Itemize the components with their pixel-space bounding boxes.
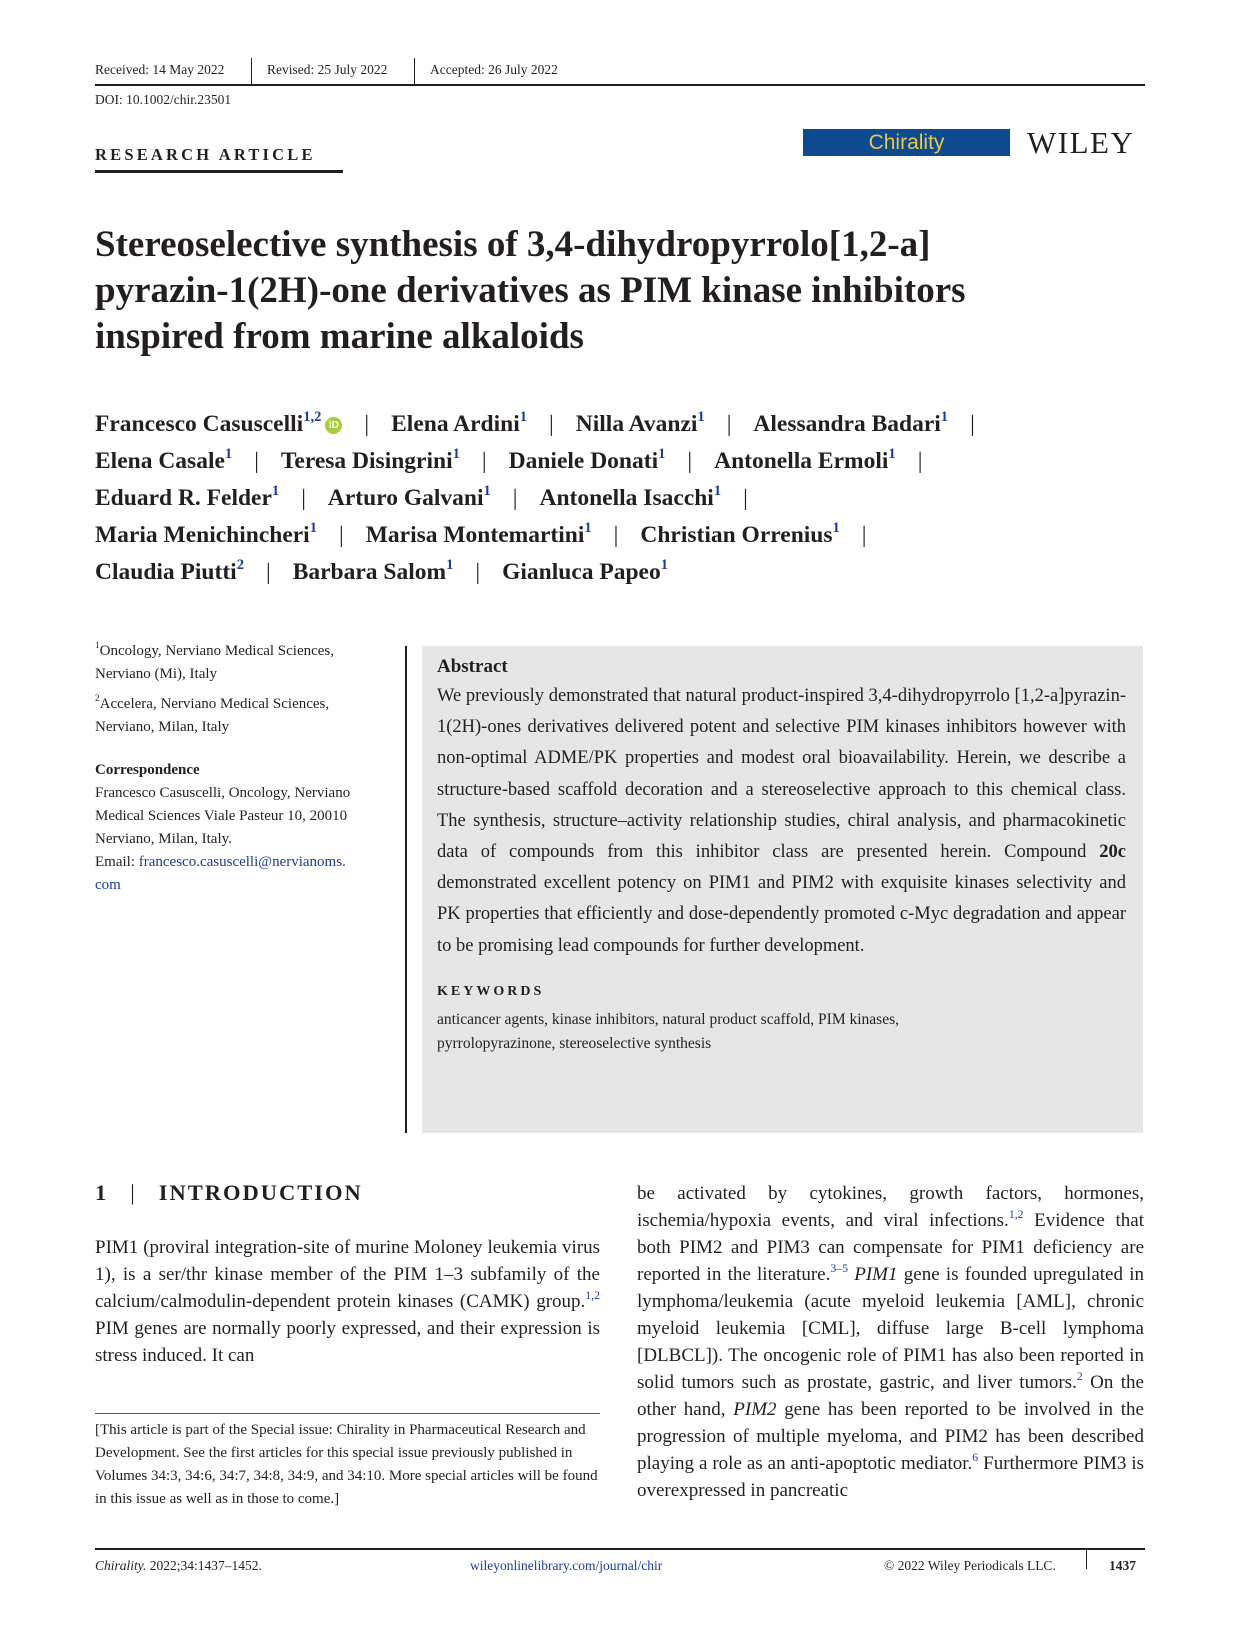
orcid-icon[interactable]: iD <box>325 417 342 434</box>
abstract-box <box>422 646 1143 1133</box>
author-name: Nilla Avanzi <box>575 411 698 437</box>
footer-divider <box>1086 1549 1087 1569</box>
abstract-text: We previously demonstrated that natural product-inspired 3,4-dihydropyrrolo [1,2-a]pyrazin-1(2H)-ones derivatives delivered potent and selective PIM kinases inhibitors however with non-optimal ADME/PK properties and modest oral bioavailability. Herein, we describe a structure-based scaffold decoration and a stereoselective approach to this chemical class. The synthesis, structure–activity relationship studies, chiral analysis, and pharmacokinetic data of compounds from this inhibitor class are presented herein. Compound 20c demonstrated excellent potency on PIM1 and PIM2 with exquisite kinases selectivity and PK properties that efficiently and dose-dependently promoted c-Myc degradation and appear to be promising lead compounds for further development. <box>437 686 1126 956</box>
author-name: Elena Casale <box>95 448 225 474</box>
author <box>640 519 840 548</box>
author-separator: | <box>265 559 271 585</box>
keywords: anticancer agents, kinase inhibitors, natural product scaffold, PIM kinases, pyrrolopyrazinone, stereoselective synthesis <box>437 1010 900 1052</box>
section-title: INTRODUCTION <box>158 1180 363 1205</box>
author-name: Barbara Salom <box>292 559 447 585</box>
section-separator: | <box>130 1180 137 1205</box>
citation-link[interactable]: 1,2 <box>1008 1207 1024 1221</box>
citation-link[interactable]: 6 <box>972 1450 979 1464</box>
affiliation-1 <box>95 640 400 686</box>
affiliation-link[interactable]: 1 <box>224 445 233 462</box>
author <box>539 482 722 511</box>
affiliation-link[interactable]: 1 <box>271 482 280 499</box>
affiliation-link[interactable]: 1 <box>519 408 528 425</box>
author-list <box>95 406 1155 591</box>
article-type: RESEARCH ARTICLE <box>95 145 316 164</box>
author-separator: | <box>549 411 554 437</box>
author <box>280 445 460 474</box>
author-name: Christian Orrenius <box>640 522 833 548</box>
author-name: Arturo Galvani <box>327 485 484 511</box>
title-line: inspired from marine alkaloids <box>95 316 584 357</box>
author <box>95 482 280 511</box>
affiliation-link[interactable]: 1 <box>658 445 666 462</box>
author-name: Alessandra Badari <box>753 411 941 437</box>
author-row <box>95 554 1155 591</box>
article-type-underline <box>95 170 343 173</box>
correspondence-line: Medical Sciences Viale Pasteur 10, 20010 <box>95 808 348 824</box>
affiliation-link[interactable]: 1 <box>446 556 454 573</box>
citation-link[interactable]: 2 <box>1076 1369 1083 1383</box>
author-separator: | <box>301 485 306 511</box>
author-separator: | <box>917 448 923 474</box>
affiliation-link[interactable]: 1 <box>309 519 317 536</box>
author-separator: | <box>254 448 259 474</box>
correspondence-heading: Correspondence <box>95 762 200 778</box>
author-row <box>95 517 1155 554</box>
footer-url[interactable]: wileyonlinelibrary.com/journal/chir <box>470 1558 663 1573</box>
affiliation-link[interactable]: 1 <box>483 482 491 499</box>
page-number: 1437 <box>1109 1558 1136 1573</box>
header-divider <box>414 58 415 84</box>
author-name: Francesco Casuscelli <box>95 411 304 437</box>
footer-copyright: © 2022 Wiley Periodicals LLC. <box>884 1558 1056 1573</box>
affiliation-number: 1 <box>95 641 100 652</box>
section-number: 1 <box>95 1180 109 1205</box>
author <box>95 408 342 437</box>
author <box>753 408 949 437</box>
correspondence-line: Francesco Casuscelli, Oncology, Nerviano <box>95 785 351 801</box>
correspondence <box>95 759 400 897</box>
author-name: Daniele Donati <box>508 448 659 474</box>
author-name: Gianluca Papeo <box>502 559 661 585</box>
publisher-logo: WILEY <box>1027 125 1135 160</box>
received-date: Received: 14 May 2022 <box>95 62 225 77</box>
keywords-heading: KEYWORDS <box>437 983 545 999</box>
author <box>365 519 592 548</box>
author <box>502 556 669 585</box>
author <box>391 408 528 437</box>
author-name: Elena Ardini <box>391 411 520 437</box>
footer-rule <box>95 1548 1145 1550</box>
author <box>327 482 491 511</box>
email-label: Email: <box>95 854 139 870</box>
correspondence-line: Nerviano, Milan, Italy. <box>95 831 232 847</box>
author-name: Eduard R. Felder <box>95 485 272 511</box>
affiliation-link[interactable]: 1 <box>888 445 896 462</box>
citation-link[interactable]: 1,2 <box>585 1288 600 1302</box>
footnote-rule <box>95 1413 600 1414</box>
author-separator: | <box>687 448 693 474</box>
affiliation-text: Nerviano (Mi), Italy <box>95 666 218 682</box>
author <box>95 445 233 474</box>
author <box>95 556 244 585</box>
affiliation-text: Nerviano, Milan, Italy <box>95 719 230 735</box>
author <box>508 445 666 474</box>
title-line: pyrazin-1(2H)-one derivatives as PIM kinase inhibitors <box>95 270 966 311</box>
doi: DOI: 10.1002/chir.23501 <box>95 92 232 107</box>
affiliation-link[interactable]: 1 <box>713 482 722 499</box>
author-name: Marisa Montemartini <box>365 522 585 548</box>
author-row <box>95 443 1155 480</box>
section-heading <box>95 1180 363 1206</box>
author-separator: | <box>475 559 481 585</box>
citation-link[interactable]: 3–5 <box>830 1261 848 1275</box>
affiliation-link[interactable]: 1 <box>452 445 460 462</box>
footer-journal: Chirality. <box>95 1558 147 1573</box>
affiliation-2 <box>95 693 400 739</box>
author-separator: | <box>970 411 975 437</box>
affiliation-link[interactable]: 1 <box>660 556 669 573</box>
author-row <box>95 480 1155 517</box>
affiliation-text: Oncology, Nerviano Medical Sciences, <box>99 643 335 659</box>
intro-left-paragraph: PIM1 (proviral integration-site of murine Moloney leukemia virus 1), is a ser/thr kinase member of the PIM 1–3 subfamily of the calcium/calmodulin-dependent protein kinases (CAMK) group.$^{1,2}$ PIM genes are normally poorly expressed, and their expression is stress induced. It can <box>95 1237 600 1366</box>
journal-logo: Chirality <box>803 129 1010 156</box>
gene-name: PIM2 <box>733 1399 777 1420</box>
author-name: Antonella Isacchi <box>539 485 714 511</box>
author-name: Claudia Piutti <box>95 559 237 585</box>
author-separator: | <box>364 411 370 437</box>
affiliation-link[interactable]: 1,2 <box>303 408 322 425</box>
compound-id: 20c <box>1099 842 1126 863</box>
abstract-bar <box>405 646 407 1133</box>
author-separator: | <box>339 522 344 548</box>
title-line: Stereoselective synthesis of 3,4-dihydropyrrolo[1,2-a] <box>95 224 931 265</box>
author-row <box>95 406 1155 443</box>
author <box>292 556 454 585</box>
email-link[interactable]: francesco.casuscelli@nervianoms. <box>138 854 346 870</box>
author-separator: | <box>481 448 487 474</box>
article-title <box>95 222 1145 360</box>
author <box>575 408 705 437</box>
author-separator: | <box>743 485 748 511</box>
author <box>95 519 317 548</box>
email-link-cont[interactable]: com <box>95 877 121 893</box>
author-separator: | <box>613 522 619 548</box>
author-separator: | <box>726 411 732 437</box>
author <box>714 445 896 474</box>
affiliation-link[interactable]: 1 <box>832 519 840 536</box>
abstract-heading: Abstract <box>437 656 508 677</box>
affiliation-text: Accelera, Nerviano Medical Sciences, <box>99 696 330 712</box>
author-name: Teresa Disingrini <box>280 448 453 474</box>
revised-date: Revised: 25 July 2022 <box>267 62 388 77</box>
author-name: Antonella Ermoli <box>714 448 889 474</box>
affiliation-link[interactable]: 1 <box>697 408 705 425</box>
footer-citation: Chirality. 2022;34:1437–1452. <box>95 1558 262 1573</box>
affiliation-link[interactable]: 2 <box>236 556 244 573</box>
author-separator: | <box>512 485 518 511</box>
header-divider <box>251 58 252 84</box>
intro-right-paragraph: be activated by cytokines, growth factors, hormones, ischemia/hypoxia events, and viral infections.$^{1,2}$ Evidence that both PIM2 and PIM3 can compensate for PIM1 deficiency are reported in the literature.$^{3-5}$ PIM1 gene is founded upregulated in lymphoma/leukemia (acute myeloid leukemia [AML], chronic myeloid leukemia [CML], diffuse large B-cell lymphoma [DLBCL]). The oncogenic role of PIM1 has also been reported in solid tumors such as prostate, gastric, and liver tumors.$^2$ On the other hand, PIM2 gene has been reported to be involved in the progression of multiple myeloma, and PIM2 has been described playing a role as an anti-apoptotic mediator.$^6$ Furthermore PIM3 is overexpressed in pancreatic <box>637 1183 1145 1501</box>
author-separator: | <box>861 522 867 548</box>
special-issue-footnote: [This article is part of the Special issue: Chirality in Pharmaceutical Research and Development. See the first articles for this special issue previously published in Volumes 34:3, 34:6, 34:7, 34:8, 34:9, and 34:10. More special articles will be found in this issue as well as in those to come.] <box>95 1422 598 1507</box>
affiliation-number: 2 <box>95 694 100 705</box>
header-rule <box>95 84 1145 86</box>
affiliation-link[interactable]: 1 <box>584 519 592 536</box>
affiliation-link[interactable]: 1 <box>940 408 949 425</box>
accepted-date: Accepted: 26 July 2022 <box>430 62 558 77</box>
author-name: Maria Menichincheri <box>95 522 310 548</box>
gene-name: PIM1 <box>848 1264 898 1285</box>
